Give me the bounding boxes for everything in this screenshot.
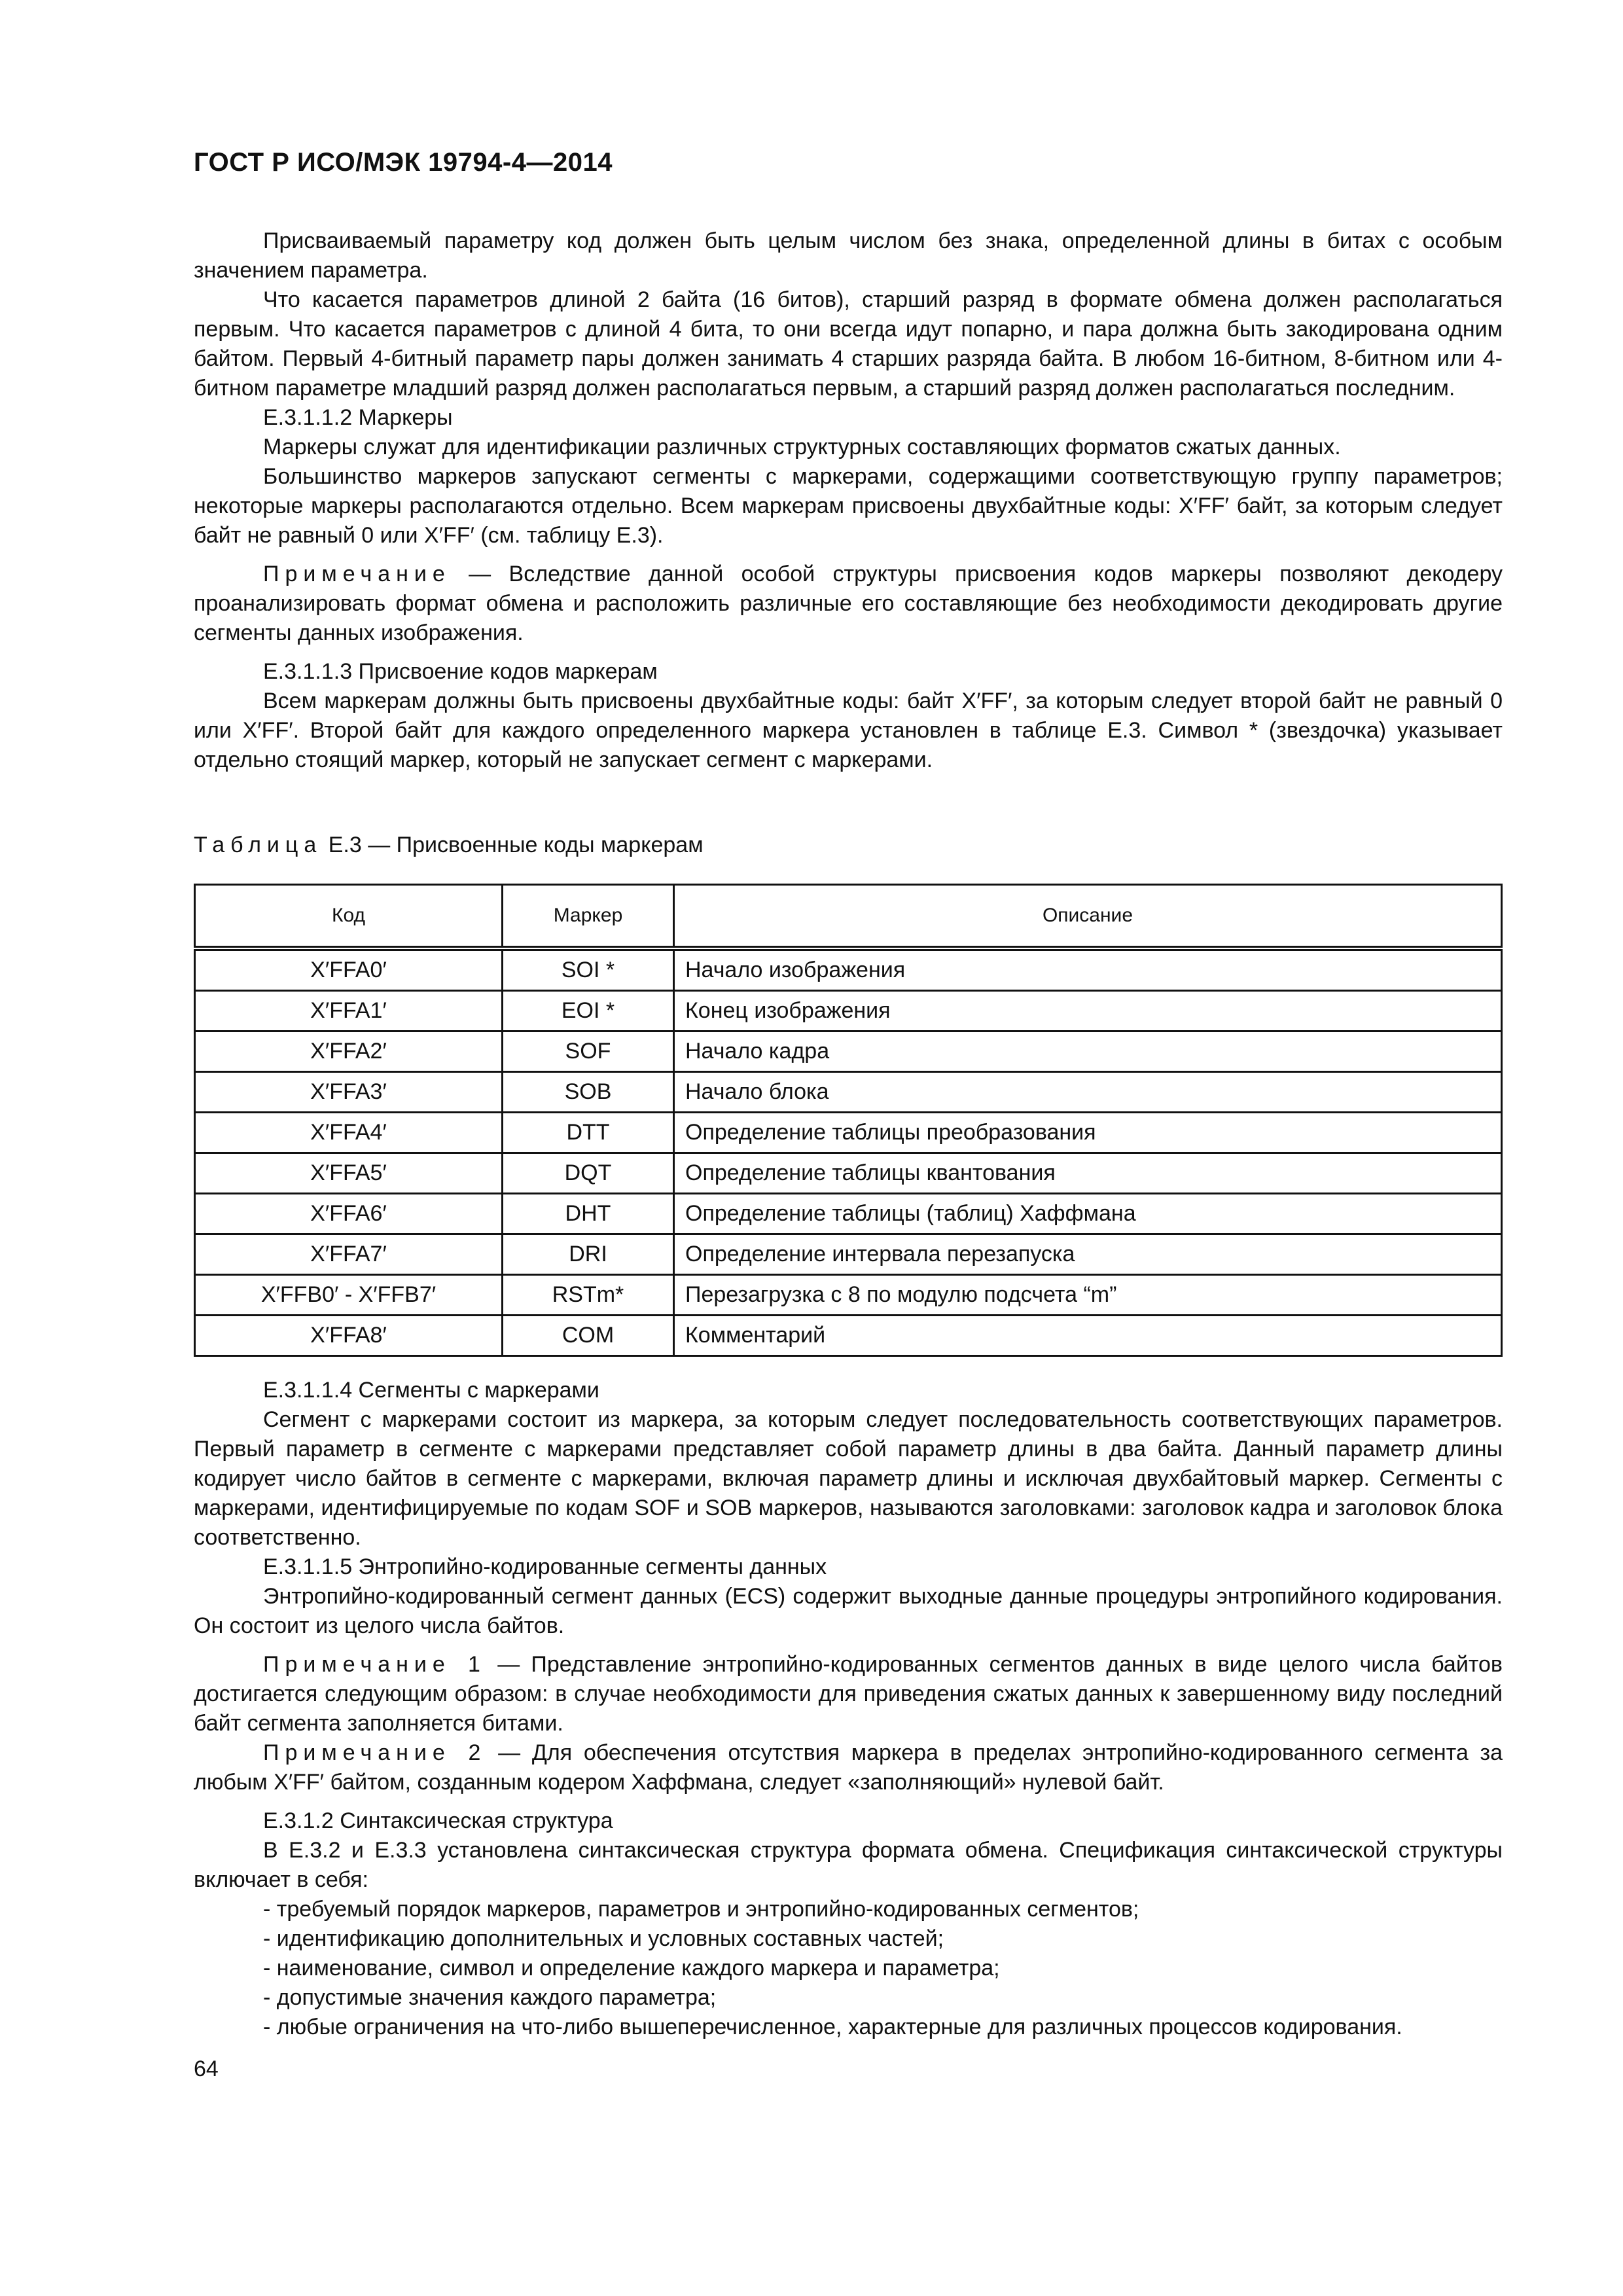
marker-cell: DTT (503, 1113, 674, 1153)
table-header-cell: Маркер (503, 885, 674, 949)
table-row (195, 1072, 1502, 1113)
marker-cell: SOB (503, 1072, 674, 1113)
code-cell: X′FFA2′ (195, 1031, 503, 1072)
paragraph: Большинство маркеров запускают сегменты с маркерами, содержащими соответствующую группу параметров; некоторые маркеры располагаются отдельно. Всем маркерам присвоены двухбайтные коды: X′FF′ байт, за которым следует байт не равный 0 или X′FF′ (см. таблицу Е.3). (194, 464, 1503, 548)
paragraph: Что касается параметров длиной 2 байта (16 битов), старший разряд в формате обмена должен располагаться первым. Что касается параметров с длиной 4 бита, то они всегда идут попарно, и пара должна быть закодирована одним байтом. Первый 4-битный параметр пары должен занимать 4 старших разряда байта. В любом 16-битном, 8-битном или 4-битном параметре младший разряд должен располагаться первым, а старший разряд должен располагаться последним. (194, 287, 1503, 401)
text-block-top (194, 226, 1503, 775)
table-header-row (195, 885, 1502, 949)
paragraph: Всем маркерам должны быть присвоены двухбайтные коды: байт X′FF′, за которым следует второй байт не равный 0 или X′FF′. Второй байт для каждого определенного маркера установлен в таблице Е.3. Символ * (звездочка) указывает отдельно стоящий маркер, который не запускает сегмент с маркерами. (194, 689, 1503, 772)
table-row (195, 1194, 1502, 1234)
document-header: ГОСТ Р ИСО/МЭК 19794-4—2014 (194, 148, 613, 177)
code-cell: X′FFA6′ (195, 1194, 503, 1234)
table-row (195, 1275, 1502, 1316)
code-cell: X′FFA8′ (195, 1316, 503, 1356)
table-row (195, 991, 1502, 1031)
marker-cell: SOF (503, 1031, 674, 1072)
section-heading: Е.3.1.1.3 Присвоение кодов маркерам (263, 659, 658, 684)
table-row (195, 1316, 1502, 1356)
marker-cell: DRI (503, 1234, 674, 1275)
description-cell: Начало блока (674, 1072, 1502, 1113)
description-cell: Начало кадра (674, 1031, 1502, 1072)
marker-cell: DQT (503, 1153, 674, 1194)
code-cell: X′FFA4′ (195, 1113, 503, 1153)
code-cell: X′FFA3′ (195, 1072, 503, 1113)
description-cell: Определение таблицы преобразования (674, 1113, 1502, 1153)
paragraph: В Е.3.2 и Е.3.3 установлена синтаксическая структура формата обмена. Спецификация синтаксической структуры включает в себя: (194, 1838, 1503, 1892)
description-cell: Начало изображения (674, 948, 1502, 991)
section-heading: Е.3.1.1.2 Маркеры (263, 405, 453, 430)
note-label: Примечание 1 (263, 1652, 486, 1677)
list-item: - требуемый порядок маркеров, параметров и энтропийно-кодированных сегментов; (263, 1897, 1139, 1922)
table-row (195, 1113, 1502, 1153)
code-cell: X′FFA5′ (195, 1153, 503, 1194)
description-cell: Конец изображения (674, 991, 1502, 1031)
description-cell: Перезагрузка с 8 по модулю подсчета “m” (674, 1275, 1502, 1316)
list-item: - любые ограничения на что-либо вышеперечисленное, характерные для различных процессов кодирования. (263, 2015, 1402, 2039)
marker-cell: DHT (503, 1194, 674, 1234)
marker-cell: COM (503, 1316, 674, 1356)
table-row (195, 1153, 1502, 1194)
list-item: - наименование, символ и определение каждого маркера и параметра; (263, 1956, 1000, 1981)
paragraph: Присваиваемый параметру код должен быть целым числом без знака, определенной длины в битах с особым значением параметра. (194, 228, 1503, 283)
marker-cell: SOI * (503, 948, 674, 991)
note (194, 1738, 1503, 1797)
marker-cell: EOI * (503, 991, 674, 1031)
note-label: Примечание 2 (263, 1740, 487, 1765)
description-cell: Определение таблицы квантования (674, 1153, 1502, 1194)
paragraph: Сегмент с маркерами состоит из маркера, за которым следует последовательность соответствующих параметров. Первый параметр в сегменте с маркерами представляет собой параметр длины в два байта. Данный параметр длины кодирует число байтов в сегменте с маркерами, включая параметр длины и исключая двухбайтовый маркер. Сегменты с маркерами, идентифицируемые по кодам SOF и SOB маркеров, называются заголовками: заголовок кадра и заголовок блока соответственно. (194, 1407, 1503, 1550)
section-heading: Е.3.1.1.5 Энтропийно-кодированные сегменты данных (263, 1554, 827, 1579)
section-heading: Е.3.1.1.4 Сегменты с маркерами (263, 1378, 599, 1403)
page-number: 64 (194, 2056, 219, 2081)
table-row (195, 948, 1502, 991)
text-block-bottom (194, 1376, 1503, 2042)
note-text: — Для обеспечения отсутствия маркера в пределах энтропийно-кодированного сегмента за любым X′FF′ байтом, созданным кодером Хаффмана, следует «заполняющий» нулевой байт. (194, 1740, 1503, 1795)
table-row (195, 1234, 1502, 1275)
markers-table (194, 884, 1503, 1357)
note (194, 560, 1503, 648)
list-item: - допустимые значения каждого параметра; (263, 1985, 717, 2010)
table-caption (194, 833, 704, 858)
note-label: Примечание (263, 562, 451, 586)
description-cell: Определение интервала перезапуска (674, 1234, 1502, 1275)
table-caption-label: Таблица (194, 833, 323, 857)
description-cell: Определение таблицы (таблиц) Хаффмана (674, 1194, 1502, 1234)
note (194, 1650, 1503, 1738)
table-header-cell: Код (195, 885, 503, 949)
code-cell: X′FFA0′ (195, 948, 503, 991)
list-item: - идентификацию дополнительных и условных составных частей; (263, 1926, 944, 1951)
table-header-cell: Описание (674, 885, 1502, 949)
paragraph: Маркеры служат для идентификации различных структурных составляющих форматов сжатых данных. (263, 435, 1341, 459)
note-text: — Представление энтропийно-кодированных сегментов данных в виде целого числа байтов достигается следующим образом: в случае необходимости для приведения сжатых данных к завершенному виду последний байт сегмента заполняется битами. (194, 1652, 1503, 1736)
section-heading: Е.3.1.2 Синтаксическая структура (263, 1808, 613, 1833)
description-cell: Комментарий (674, 1316, 1502, 1356)
table-caption-text: Е.3 — Присвоенные коды маркерам (322, 833, 704, 857)
paragraph: Энтропийно-кодированный сегмент данных (ECS) содержит выходные данные процедуры энтропийного кодирования. Он состоит из целого числа байтов. (194, 1584, 1503, 1638)
code-cell: X′FFA7′ (195, 1234, 503, 1275)
marker-cell: RSTm* (503, 1275, 674, 1316)
code-cell: X′FFA1′ (195, 991, 503, 1031)
table-row (195, 1031, 1502, 1072)
note-text: — Вследствие данной особой структуры присвоения кодов маркеры позволяют декодеру проанализировать формат обмена и расположить различные его составляющие без необходимости декодировать другие сегменты данных изображения. (194, 562, 1503, 645)
code-cell: X′FFB0′ - X′FFB7′ (195, 1275, 503, 1316)
